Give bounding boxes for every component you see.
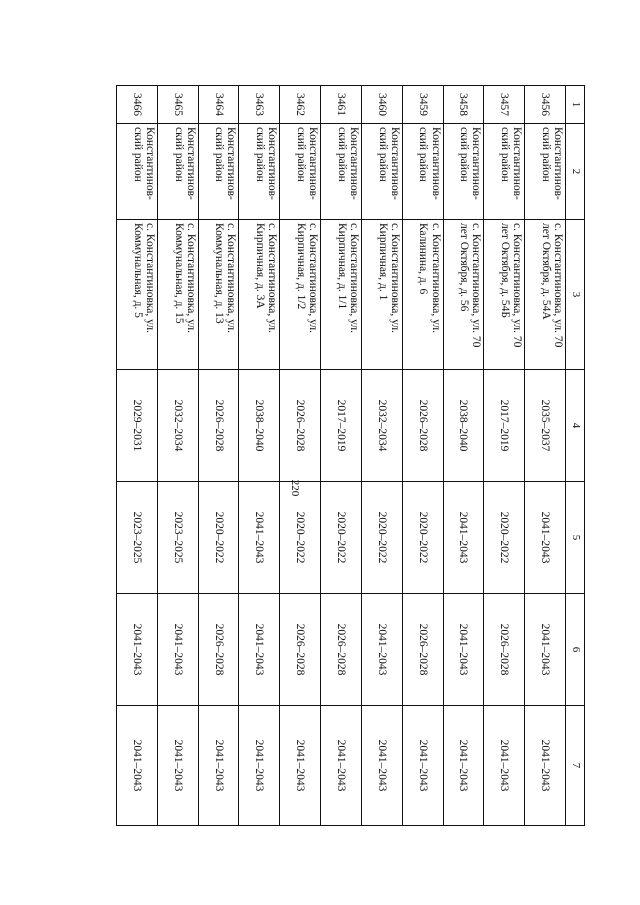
period-col4-cell: 2017–2019 [484,370,525,482]
period-col5-cell: 2020–2022 [321,482,362,594]
table-row [198,86,239,826]
period-col4-cell: 2026–2028 [402,370,443,482]
period-col7-cell: 2041–2043 [280,706,321,826]
district-cell: Константинов-ский район [239,124,280,220]
address-cell: с. Константиновка, ул. Кирпичная, д. 1/1 [321,220,362,370]
row-number: 3464 [198,86,239,124]
period-col7-cell: 2041–2043 [198,706,239,826]
header-cell: 5 [566,482,585,594]
period-col6-cell: 2026–2028 [321,594,362,706]
period-col4-cell: 2026–2028 [198,370,239,482]
period-col7-cell: 2041–2043 [321,706,362,826]
district-cell: Константинов-ский район [321,124,362,220]
period-col6-cell: 2026–2028 [484,594,525,706]
period-col4-cell: 2032–2034 [157,370,198,482]
period-col5-cell: 2020–2022 [361,482,402,594]
district-cell: Константинов-ский район [280,124,321,220]
period-col5-cell: 2020–2022 [402,482,443,594]
period-col6-cell: 2041–2043 [239,594,280,706]
address-cell: с. Константиновка, ул. 70 лет Октября, д. 54Б [484,220,525,370]
row-number: 3457 [484,86,525,124]
header-cell: 4 [566,370,585,482]
period-col7-cell: 2041–2043 [443,706,484,826]
header-cell: 3 [566,220,585,370]
table-row [361,86,402,826]
district-cell: Константинов-ский район [117,124,158,220]
period-col7-cell: 2041–2043 [525,706,566,826]
district-cell: Константинов-ский район [484,124,525,220]
period-col7-cell: 2041–2043 [157,706,198,826]
period-col5-cell: 2020–2022 [198,482,239,594]
period-col4-cell: 2026–2028 [280,370,321,482]
table-row [443,86,484,826]
row-number: 3461 [321,86,362,124]
period-col5-cell: 2023–2025 [117,482,158,594]
period-col5-cell: 2041–2043 [443,482,484,594]
table-row [321,86,362,826]
period-col7-cell: 2041–2043 [402,706,443,826]
header-row [566,86,585,826]
row-number: 3463 [239,86,280,124]
period-col6-cell: 2041–2043 [157,594,198,706]
district-cell: Константинов-ский район [157,124,198,220]
period-col6-cell: 2041–2043 [525,594,566,706]
period-col6-cell: 2041–2043 [361,594,402,706]
address-cell: с. Константиновка, ул. Коммунальная, д. 13 [198,220,239,370]
header-cell: 7 [566,706,585,826]
row-number: 3466 [117,86,158,124]
period-col7-cell: 2041–2043 [239,706,280,826]
row-number: 3465 [157,86,198,124]
table-row [525,86,566,826]
address-cell: с. Константиновка, ул. Кирпичная, д. 1 [361,220,402,370]
district-cell: Константинов-ский район [198,124,239,220]
row-number: 3462 [280,86,321,124]
period-col7-cell: 2041–2043 [361,706,402,826]
district-cell: Константинов-ский район [361,124,402,220]
period-col4-cell: 2029–2031 [117,370,158,482]
period-col6-cell: 2026–2028 [402,594,443,706]
table-row [280,86,321,826]
period-col6-cell: 2041–2043 [443,594,484,706]
address-cell: с. Константиновка, ул. Коммунальная, д. 15 [157,220,198,370]
period-col7-cell: 2041–2043 [117,706,158,826]
period-col7-cell: 2041–2043 [484,706,525,826]
data-table [116,85,585,826]
header-cell: 2 [566,124,585,220]
address-cell: с. Константиновка, ул. Кирпичная, д. 1/2 [280,220,321,370]
address-cell: с. Константиновка, ул. Кирпичная, д. 3А [239,220,280,370]
table-row [239,86,280,826]
address-cell: с. Константиновка, ул. 70 лет Октября, д. 54А [525,220,566,370]
period-col6-cell: 2026–2028 [280,594,321,706]
district-cell: Константинов-ский район [402,124,443,220]
rotated-table-container [116,85,585,825]
period-col5-cell: 2020–2022 [484,482,525,594]
period-col5-cell: 2020–2022 [280,482,321,594]
address-cell: с. Константиновка, ул. Калинина, д. 6 [402,220,443,370]
district-cell: Константинов-ский район [525,124,566,220]
page-number: 220 [289,479,301,497]
address-cell: с. Константиновка, ул. 70 лет Октября, д. 56 [443,220,484,370]
period-col4-cell: 2038–2040 [239,370,280,482]
district-cell: Константинов-ский район [443,124,484,220]
row-number: 3458 [443,86,484,124]
table-row [402,86,443,826]
period-col4-cell: 2035–2037 [525,370,566,482]
row-number: 3456 [525,86,566,124]
table-row [484,86,525,826]
period-col4-cell: 2038–2040 [443,370,484,482]
period-col6-cell: 2041–2043 [117,594,158,706]
table-row [157,86,198,826]
period-col5-cell: 2023–2025 [157,482,198,594]
period-col6-cell: 2026–2028 [198,594,239,706]
period-col5-cell: 2041–2043 [239,482,280,594]
header-cell: 1 [566,86,585,124]
period-col4-cell: 2017–2019 [321,370,362,482]
period-col5-cell: 2041–2043 [525,482,566,594]
period-col4-cell: 2032–2034 [361,370,402,482]
row-number: 3460 [361,86,402,124]
address-cell: с. Константиновка, ул. Коммунальная, д. 5 [117,220,158,370]
row-number: 3459 [402,86,443,124]
table-row [117,86,158,826]
header-cell: 6 [566,594,585,706]
